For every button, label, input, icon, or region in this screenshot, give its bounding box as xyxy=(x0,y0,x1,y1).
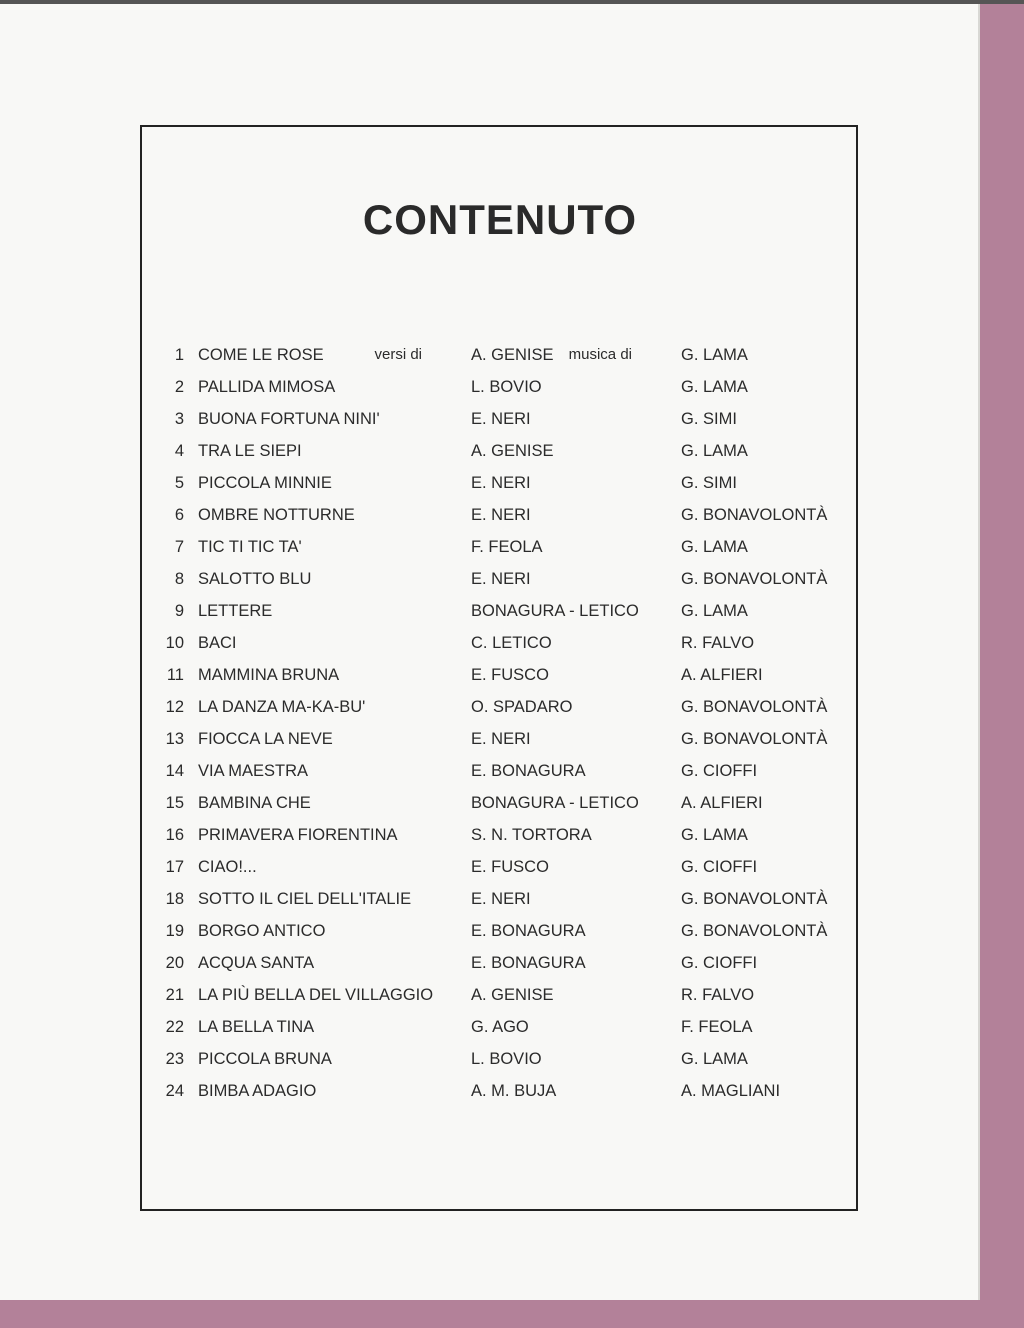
contents-entry xyxy=(0,631,978,663)
composer: G. CIOFFI xyxy=(681,954,758,972)
lyricist: E. NERI xyxy=(471,570,531,588)
composer: G. LAMA xyxy=(681,378,748,396)
contents-entry xyxy=(0,535,978,567)
entry-number: 15 xyxy=(165,794,184,812)
entry-number: 7 xyxy=(174,538,184,556)
lyricist: E. BONAGURA xyxy=(471,762,586,780)
song-title: FIOCCA LA NEVE xyxy=(198,730,333,748)
entry-number: 8 xyxy=(174,570,184,588)
entry-number: 23 xyxy=(165,1050,184,1068)
contents-entry xyxy=(0,887,978,919)
contents-entry xyxy=(0,375,978,407)
composer: G. CIOFFI xyxy=(681,762,758,780)
lyricist: A. GENISE xyxy=(471,986,554,1004)
song-title: VIA MAESTRA xyxy=(198,762,309,780)
composer: G. SIMI xyxy=(681,474,737,492)
lyricist: A. GENISE xyxy=(471,442,554,460)
lyricist: A. M. BUJA xyxy=(471,1082,557,1100)
song-title: TRA LE SIEPI xyxy=(198,442,302,460)
composer: G. SIMI xyxy=(681,410,737,428)
lyricist: E. BONAGURA xyxy=(471,954,586,972)
contents-entry xyxy=(0,727,978,759)
composer: G. BONAVOLONTÀ xyxy=(681,730,828,748)
lyricist: BONAGURA - LETICO xyxy=(471,794,639,812)
page-title: CONTENUTO xyxy=(362,196,638,243)
lyricist: O. SPADARO xyxy=(471,698,573,716)
entry-number: 6 xyxy=(174,506,184,524)
composer: G. BONAVOLONTÀ xyxy=(681,698,828,716)
song-title: ACQUA SANTA xyxy=(198,954,315,972)
entry-number: 18 xyxy=(165,890,184,908)
contents-entry xyxy=(0,855,978,887)
entry-number: 20 xyxy=(165,954,184,972)
song-title: PICCOLA MINNIE xyxy=(198,474,332,492)
composer: G. BONAVOLONTÀ xyxy=(681,922,828,940)
entry-number: 24 xyxy=(165,1082,184,1100)
contents-entry xyxy=(0,503,978,535)
song-title: BAMBINA CHE xyxy=(198,794,311,812)
song-title: PALLIDA MIMOSA xyxy=(198,378,336,396)
contents-entry xyxy=(0,919,978,951)
lyricist: L. BOVIO xyxy=(471,378,542,396)
entry-number: 17 xyxy=(165,858,184,876)
lyricist: A. GENISE xyxy=(471,346,554,364)
lyricist: F. FEOLA xyxy=(471,538,543,556)
contents-entry xyxy=(0,695,978,727)
lyricist: E. NERI xyxy=(471,410,531,428)
composer: R. FALVO xyxy=(681,634,755,652)
contents-list xyxy=(0,343,978,1111)
lyricist: E. BONAGURA xyxy=(471,922,586,940)
entry-number: 16 xyxy=(165,826,184,844)
lyricist: C. LETICO xyxy=(471,634,552,652)
contents-entry xyxy=(0,759,978,791)
composer: G. LAMA xyxy=(681,602,748,620)
composer: G. BONAVOLONTÀ xyxy=(681,506,828,524)
contents-entry xyxy=(0,439,978,471)
song-title: BORGO ANTICO xyxy=(198,922,326,940)
lyricist: E. FUSCO xyxy=(471,858,549,876)
composer: G. LAMA xyxy=(681,346,748,364)
song-title: BUONA FORTUNA NINI' xyxy=(198,410,380,428)
entry-number: 5 xyxy=(174,474,184,492)
song-title: LA DANZA MA-KA-BU' xyxy=(198,698,366,716)
entry-number: 13 xyxy=(165,730,184,748)
song-title: CIAO!... xyxy=(198,858,257,876)
entry-number: 10 xyxy=(165,634,184,652)
contents-entry xyxy=(0,1047,978,1079)
song-title: LA PIÙ BELLA DEL VILLAGGIO xyxy=(198,986,434,1004)
lyricist: E. NERI xyxy=(471,474,531,492)
entry-number: 12 xyxy=(165,698,184,716)
contents-entry xyxy=(0,343,978,375)
song-title: SALOTTO BLU xyxy=(198,570,312,588)
contents-entry xyxy=(0,663,978,695)
song-title: MAMMINA BRUNA xyxy=(198,666,340,684)
lyricist: L. BOVIO xyxy=(471,1050,542,1068)
song-title: PRIMAVERA FIORENTINA xyxy=(198,826,398,844)
scan-edge xyxy=(0,0,1024,4)
contents-entry xyxy=(0,599,978,631)
lyricist: E. FUSCO xyxy=(471,666,549,684)
composer: A. ALFIERI xyxy=(681,666,763,684)
entry-number: 9 xyxy=(174,602,184,620)
music-label: musica di xyxy=(568,346,632,363)
contents-entry xyxy=(0,983,978,1015)
composer: G. LAMA xyxy=(681,826,748,844)
entry-number: 2 xyxy=(174,378,184,396)
contents-entry xyxy=(0,471,978,503)
composer: F. FEOLA xyxy=(681,1018,753,1036)
contents-entry xyxy=(0,951,978,983)
song-title: LA BELLA TINA xyxy=(198,1018,315,1036)
composer: G. LAMA xyxy=(681,538,748,556)
composer: A. ALFIERI xyxy=(681,794,763,812)
entry-number: 14 xyxy=(165,762,184,780)
composer: G. BONAVOLONTÀ xyxy=(681,570,828,588)
entry-number: 22 xyxy=(165,1018,184,1036)
composer: A. MAGLIANI xyxy=(681,1082,781,1100)
contents-entry xyxy=(0,823,978,855)
composer: G. LAMA xyxy=(681,442,748,460)
lyricist: E. NERI xyxy=(471,730,531,748)
lyrics-label: versi di xyxy=(374,346,422,363)
song-title: OMBRE NOTTURNE xyxy=(198,506,355,524)
entry-number: 1 xyxy=(174,346,184,364)
song-title: LETTERE xyxy=(198,602,273,620)
contents-entry xyxy=(0,567,978,599)
contents-entry xyxy=(0,407,978,439)
lyricist: G. AGO xyxy=(471,1018,529,1036)
lyricist: BONAGURA - LETICO xyxy=(471,602,639,620)
song-title: SOTTO IL CIEL DELL'ITALIE xyxy=(198,890,412,908)
composer: G. CIOFFI xyxy=(681,858,758,876)
composer: G. BONAVOLONTÀ xyxy=(681,890,828,908)
song-title: COME LE ROSE xyxy=(198,346,324,364)
entry-number: 11 xyxy=(166,666,184,684)
contents-entry xyxy=(0,1079,978,1111)
song-title: TIC TI TIC TA' xyxy=(198,538,302,556)
lyricist: E. NERI xyxy=(471,890,531,908)
lyricist: S. N. TORTORA xyxy=(471,826,592,844)
lyricist: E. NERI xyxy=(471,506,531,524)
composer: R. FALVO xyxy=(681,986,755,1004)
entry-number: 4 xyxy=(174,442,184,460)
song-title: BACI xyxy=(198,634,237,652)
composer: G. LAMA xyxy=(681,1050,748,1068)
contents-entry xyxy=(0,1015,978,1047)
entry-number: 19 xyxy=(165,922,184,940)
contents-entry xyxy=(0,791,978,823)
song-title: PICCOLA BRUNA xyxy=(198,1050,332,1068)
song-title: BIMBA ADAGIO xyxy=(198,1082,317,1100)
entry-number: 3 xyxy=(174,410,184,428)
entry-number: 21 xyxy=(165,986,184,1004)
